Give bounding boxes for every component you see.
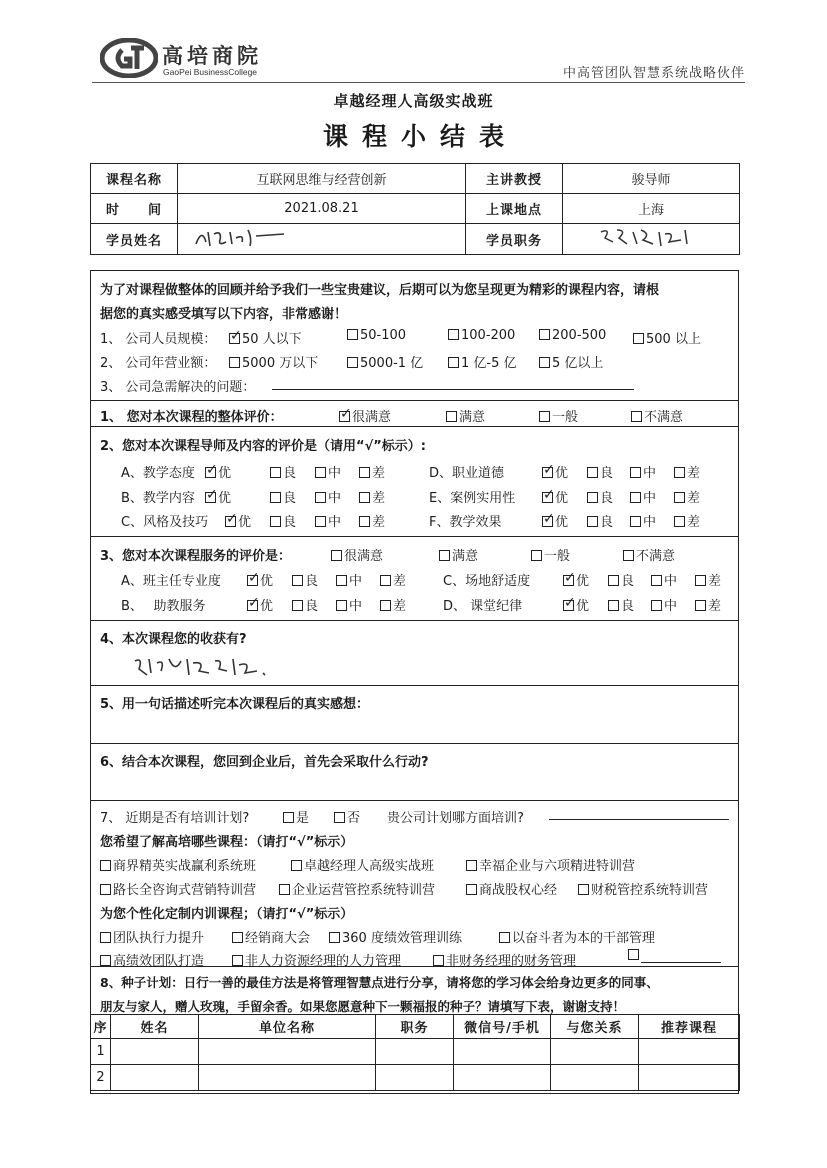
checkbox-checked-icon[interactable] — [542, 467, 553, 478]
q1-label: 1、 公司人员规模： — [100, 332, 217, 347]
action-section — [91, 744, 738, 801]
grade-option[interactable]: 良 — [587, 462, 613, 481]
custom-option[interactable]: 非人力资源经理的人力管理 — [232, 950, 401, 969]
grade-option[interactable]: 差 — [380, 570, 406, 589]
grade-option[interactable]: 良 — [587, 511, 613, 530]
intro-line-2: 据您的真实感受填写以下内容，非常感谢！ — [100, 307, 348, 322]
slogan: 中高管团队智慧系统战略伙伴 — [562, 66, 745, 81]
checkbox-icon[interactable] — [630, 492, 641, 503]
item-label: B、教学内容 — [121, 491, 195, 506]
item-label: A、教学态度 — [121, 466, 195, 481]
checkbox-icon[interactable] — [100, 932, 111, 943]
table-cell[interactable] — [551, 1065, 639, 1091]
q2-option-4[interactable]: 5 亿以上 — [539, 352, 603, 371]
checkbox-icon[interactable] — [336, 600, 347, 611]
grade-option[interactable]: 良 — [608, 570, 634, 589]
grade-option[interactable]: 中 — [315, 511, 341, 530]
handwritten-signature-icon — [192, 224, 302, 250]
checkbox-icon[interactable] — [631, 411, 642, 422]
header-divider — [92, 82, 745, 83]
checkbox-icon[interactable] — [448, 329, 459, 340]
grade-option[interactable]: ✓ 优 — [542, 511, 568, 530]
logo — [100, 38, 280, 82]
checkbox-checked-icon[interactable] — [229, 333, 240, 344]
grade-option[interactable]: 良 — [270, 511, 296, 530]
custom-label: 为您个性化定制内训课程；（请打“√”标示） — [100, 907, 354, 922]
checkbox-icon[interactable] — [331, 550, 342, 561]
custom-other-field[interactable] — [628, 948, 721, 963]
checkbox-icon[interactable] — [359, 467, 370, 478]
checkbox-checked-icon[interactable] — [339, 411, 350, 422]
checkbox-icon[interactable] — [608, 575, 619, 586]
overall-option-2[interactable]: 满意 — [446, 406, 485, 425]
checkbox-icon[interactable] — [466, 884, 477, 895]
service-option-3[interactable]: 一般 — [531, 545, 570, 564]
action-label: 6、结合本次课程，您回到企业后，首先会采取什么行动? — [100, 755, 429, 770]
survey-form — [90, 270, 739, 1094]
table-cell[interactable] — [551, 1039, 639, 1065]
checkbox-icon[interactable] — [229, 357, 240, 368]
checkbox-icon[interactable] — [315, 467, 326, 478]
checkbox-icon[interactable] — [100, 860, 111, 871]
grade-option[interactable]: 差 — [674, 462, 700, 481]
overall-option-4[interactable]: 不满意 — [631, 406, 683, 425]
item-label: B、 助教服务 — [121, 599, 206, 614]
item-label: D、职业道德 — [429, 466, 505, 481]
table-cell[interactable] — [199, 1039, 376, 1065]
grade-option[interactable]: 良 — [292, 595, 318, 614]
course-option[interactable]: 财税管控系统特训营 — [578, 879, 708, 898]
college-logo-icon — [100, 38, 158, 78]
column-header: 姓名 — [111, 1015, 199, 1039]
column-header: 职务 — [376, 1015, 454, 1039]
service-evaluation-section — [91, 537, 738, 621]
intro-line-1: 为了对课程做整体的回顾并给予我们一些宝贵建议，后期可以为您呈现更为精彩的课程内容，请根 — [100, 283, 660, 298]
seed-line-1: 8、种子计划：日行一善的最佳方法是将管理智慧点进行分享，请将您的学习体会给身边更多的同事、 — [100, 975, 659, 990]
checkbox-icon[interactable] — [623, 550, 634, 561]
checkbox-icon[interactable] — [292, 600, 303, 611]
column-header: 单位名称 — [199, 1015, 376, 1039]
handwritten-position-icon — [591, 224, 711, 250]
q7-no[interactable]: 否 — [334, 807, 360, 826]
q1-option-3[interactable]: 100-200 — [448, 328, 515, 343]
grade-option[interactable]: 差 — [359, 511, 385, 530]
grade-option[interactable]: ✓ 优 — [247, 595, 273, 614]
checkbox-icon[interactable] — [292, 575, 303, 586]
grade-option[interactable]: 中 — [630, 511, 656, 530]
checkbox-icon[interactable] — [232, 932, 243, 943]
course-option[interactable]: 企业运营管控系统特训营 — [279, 879, 435, 898]
place-value[interactable]: 上海 — [563, 194, 740, 224]
checkbox-icon[interactable] — [651, 575, 662, 586]
course-option[interactable]: 商战股权心经 — [466, 879, 557, 898]
grade-option[interactable]: 差 — [674, 487, 700, 506]
grade-option[interactable]: ✓ 优 — [225, 511, 251, 530]
q7-yes[interactable]: 是 — [283, 807, 309, 826]
q2-option-1[interactable]: 5000 万以下 — [229, 352, 318, 371]
table-cell[interactable] — [199, 1065, 376, 1091]
grade-option[interactable]: 差 — [359, 487, 385, 506]
service-option-1[interactable]: 很满意 — [331, 545, 383, 564]
table-cell[interactable] — [111, 1065, 199, 1091]
checkbox-icon[interactable] — [347, 357, 358, 368]
table-cell[interactable] — [454, 1065, 551, 1091]
checkbox-icon[interactable] — [539, 411, 550, 422]
checkbox-checked-icon[interactable] — [225, 516, 236, 527]
q7-which: 贵公司计划哪方面培训? — [387, 811, 524, 826]
checkbox-icon[interactable] — [380, 600, 391, 611]
place-label: 上课地点 — [466, 194, 563, 224]
time-label: 时 间 — [91, 194, 178, 224]
q2-option-2[interactable]: 5000-1 亿 — [347, 352, 423, 371]
grade-option[interactable]: 良 — [270, 462, 296, 481]
grade-option[interactable]: 中 — [630, 462, 656, 481]
checkbox-icon[interactable] — [633, 333, 644, 344]
q3-label: 3、 公司急需解决的问题： — [100, 380, 256, 395]
course-info-table — [90, 163, 740, 255]
feeling-section — [91, 686, 738, 744]
grade-option[interactable]: 差 — [695, 595, 721, 614]
q3-answer-field[interactable] — [272, 375, 634, 390]
gain-answer-field[interactable] — [131, 653, 281, 685]
seed-referral-table — [90, 1014, 740, 1091]
overall-label: 1、 您对本次课程的整体评价： — [100, 410, 283, 425]
service-option-4[interactable]: 不满意 — [623, 545, 675, 564]
table-cell[interactable] — [376, 1065, 454, 1091]
checkbox-icon[interactable] — [695, 600, 706, 611]
checkbox-icon[interactable] — [380, 575, 391, 586]
column-header: 微信号/手机 — [454, 1015, 551, 1039]
item-label: C、风格及技巧 — [121, 515, 209, 530]
checkbox-icon[interactable] — [232, 955, 243, 966]
course-name-label: 课程名称 — [91, 164, 178, 194]
grade-option[interactable]: 差 — [359, 462, 385, 481]
checkbox-icon[interactable] — [539, 329, 550, 340]
checkbox-checked-icon[interactable] — [205, 467, 216, 478]
q2-option-3[interactable]: 1 亿-5 亿 — [448, 352, 517, 371]
form-title: 课程小结表 — [322, 122, 518, 151]
grade-option[interactable]: ✓ 优 — [205, 487, 231, 506]
checkbox-icon[interactable] — [578, 884, 589, 895]
checkbox-icon[interactable] — [100, 955, 111, 966]
column-header: 与您关系 — [551, 1015, 639, 1039]
company-info-section — [91, 271, 738, 401]
student-name-label: 学员姓名 — [91, 224, 178, 255]
q1-option-5[interactable]: 500 以上 — [633, 328, 701, 347]
logo-name: 高培商院 — [162, 44, 262, 68]
grade-option[interactable]: 良 — [270, 487, 296, 506]
custom-option[interactable]: 以奋斗者为本的干部管理 — [499, 927, 655, 946]
course-option[interactable]: 卓越经理人高级实战班 — [291, 855, 434, 874]
item-label: C、场地舒适度 — [443, 574, 531, 589]
checkbox-icon[interactable] — [587, 492, 598, 503]
checkbox-checked-icon[interactable] — [247, 600, 258, 611]
student-name-field[interactable] — [178, 224, 466, 255]
checkbox-icon[interactable] — [674, 516, 685, 527]
checkbox-icon[interactable] — [587, 467, 598, 478]
training-plan-section — [91, 801, 738, 967]
item-label: F、教学效果 — [429, 515, 502, 530]
checkbox-icon[interactable] — [674, 492, 685, 503]
table-header-row — [91, 1015, 740, 1039]
table-row — [91, 1065, 740, 1091]
checkbox-icon[interactable] — [628, 949, 639, 960]
overall-evaluation-section — [91, 401, 738, 427]
checkbox-checked-icon[interactable] — [563, 600, 574, 611]
checkbox-icon[interactable] — [100, 884, 111, 895]
grade-option[interactable]: ✓ 优 — [247, 570, 273, 589]
checkbox-icon[interactable] — [291, 860, 302, 871]
course-name-value[interactable]: 互联网思维与经营创新 — [178, 164, 466, 194]
grade-option[interactable]: ✓ 优 — [205, 462, 231, 481]
gain-label: 4、本次课程您的收获有? — [100, 632, 247, 647]
table-cell[interactable] — [639, 1039, 740, 1065]
grade-option[interactable]: ✓ 优 — [563, 570, 589, 589]
checkbox-icon[interactable] — [539, 357, 550, 368]
checkbox-icon[interactable] — [439, 550, 450, 561]
professor-label: 主讲教授 — [466, 164, 563, 194]
checkbox-icon[interactable] — [608, 600, 619, 611]
course-option[interactable]: 路长全咨询式营销特训营 — [100, 879, 256, 898]
checkbox-icon[interactable] — [466, 860, 477, 871]
grade-option[interactable]: 中 — [315, 487, 341, 506]
custom-option[interactable]: 非财务经理的财务管理 — [433, 950, 576, 969]
checkbox-icon[interactable] — [334, 812, 345, 823]
checkbox-icon[interactable] — [270, 467, 281, 478]
checkbox-icon[interactable] — [359, 492, 370, 503]
student-position-label: 学员职务 — [466, 224, 563, 255]
feeling-label: 5、用一句话描述听完本次课程后的真实感想： — [100, 697, 370, 712]
table-cell[interactable] — [454, 1039, 551, 1065]
checkbox-icon[interactable] — [279, 884, 290, 895]
custom-option[interactable]: 团队执行力提升 — [100, 927, 204, 946]
q2-label: 2、 公司年营业额： — [100, 356, 217, 371]
checkbox-icon[interactable] — [630, 467, 641, 478]
grade-option[interactable]: 良 — [587, 487, 613, 506]
checkbox-checked-icon[interactable] — [542, 492, 553, 503]
row-number: 2 — [91, 1065, 111, 1091]
checkbox-icon[interactable] — [651, 600, 662, 611]
grade-option[interactable]: ✓ 优 — [542, 487, 568, 506]
grade-option[interactable]: 中 — [651, 595, 677, 614]
overall-option-3[interactable]: 一般 — [539, 406, 578, 425]
checkbox-checked-icon[interactable] — [542, 516, 553, 527]
checkbox-icon[interactable] — [630, 516, 641, 527]
professor-value[interactable]: 骏导师 — [563, 164, 740, 194]
grade-option[interactable]: 差 — [380, 595, 406, 614]
checkbox-icon[interactable] — [347, 329, 358, 340]
service-option-2[interactable]: 满意 — [439, 545, 478, 564]
column-header: 序 — [91, 1015, 111, 1039]
gain-section — [91, 621, 738, 686]
q1-option-1[interactable]: ✓ 50 人以下 — [229, 328, 302, 347]
teacher-label: 2、您对本次课程导师及内容的评价是（请用“√”标示）: — [100, 439, 427, 454]
row-number: 1 — [91, 1039, 111, 1065]
grade-option[interactable]: ✓ 优 — [563, 595, 589, 614]
grade-option[interactable]: 中 — [315, 462, 341, 481]
table-cell[interactable] — [639, 1065, 740, 1091]
q7-label: 7、 近期是否有培训计划? — [100, 811, 250, 826]
checkbox-icon[interactable] — [433, 955, 444, 966]
table-cell[interactable] — [376, 1039, 454, 1065]
item-label: E、案例实用性 — [429, 491, 516, 506]
column-header: 推荐课程 — [639, 1015, 740, 1039]
grade-option[interactable]: 良 — [608, 595, 634, 614]
logo-english-name: GaoPei BusinessCollege — [163, 67, 258, 77]
checkbox-icon[interactable] — [674, 467, 685, 478]
checkbox-icon[interactable] — [499, 932, 510, 943]
grade-option[interactable]: 中 — [336, 570, 362, 589]
item-label: A、班主任专业度 — [121, 574, 221, 589]
teacher-evaluation-section — [91, 427, 738, 537]
grade-option[interactable]: 差 — [674, 511, 700, 530]
time-value[interactable]: 2021.08.21 — [178, 194, 466, 224]
checkbox-checked-icon[interactable] — [247, 575, 258, 586]
grade-option[interactable]: 良 — [292, 570, 318, 589]
item-label: D、 课堂纪律 — [443, 599, 523, 614]
checkbox-icon[interactable] — [315, 492, 326, 503]
checkbox-checked-icon[interactable] — [205, 492, 216, 503]
course-option[interactable]: 商界精英实战赢利系统班 — [100, 855, 256, 874]
checkbox-icon[interactable] — [270, 516, 281, 527]
checkbox-checked-icon[interactable] — [563, 575, 574, 586]
class-title: 卓越经理人高级实战班 — [333, 92, 494, 110]
q1-option-2[interactable]: 50-100 — [347, 328, 406, 343]
checkbox-icon[interactable] — [531, 550, 542, 561]
checkbox-icon[interactable] — [336, 575, 347, 586]
checkbox-icon[interactable] — [448, 357, 459, 368]
wish-label: 您希望了解高培哪些课程：（请打“√”标示） — [100, 835, 354, 850]
table-row — [91, 1039, 740, 1065]
checkbox-icon[interactable] — [446, 411, 457, 422]
custom-option[interactable]: 360 度绩效管理训练 — [329, 927, 462, 946]
checkbox-icon[interactable] — [359, 516, 370, 527]
grade-option[interactable]: 中 — [651, 570, 677, 589]
seed-line-2: 朋友与家人，赠人玫瑰，手留余香。如果您愿意种下一颗福报的种子？请填写下表，谢谢支持！ — [100, 999, 626, 1014]
grade-option[interactable]: 中 — [630, 487, 656, 506]
custom-option[interactable]: 高绩效团队打造 — [100, 950, 204, 969]
checkbox-icon[interactable] — [283, 812, 294, 823]
grade-option[interactable]: ✓ 优 — [542, 462, 568, 481]
checkbox-icon[interactable] — [329, 932, 340, 943]
grade-option[interactable]: 中 — [336, 595, 362, 614]
course-option[interactable]: 幸福企业与六项精进特训营 — [466, 855, 635, 874]
grade-option[interactable]: 差 — [695, 570, 721, 589]
checkbox-icon[interactable] — [315, 516, 326, 527]
table-cell[interactable] — [111, 1039, 199, 1065]
q1-option-4[interactable]: 200-500 — [539, 328, 606, 343]
checkbox-icon[interactable] — [695, 575, 706, 586]
service-label: 3、您对本次课程服务的评价是： — [100, 549, 292, 564]
checkbox-icon[interactable] — [270, 492, 281, 503]
handwritten-answer-icon — [131, 653, 281, 681]
student-position-field[interactable] — [563, 224, 740, 255]
custom-option[interactable]: 经销商大会 — [232, 927, 310, 946]
checkbox-icon[interactable] — [587, 516, 598, 527]
overall-option-1[interactable]: ✓ 很满意 — [339, 406, 391, 425]
q7-which-field[interactable] — [549, 805, 729, 820]
